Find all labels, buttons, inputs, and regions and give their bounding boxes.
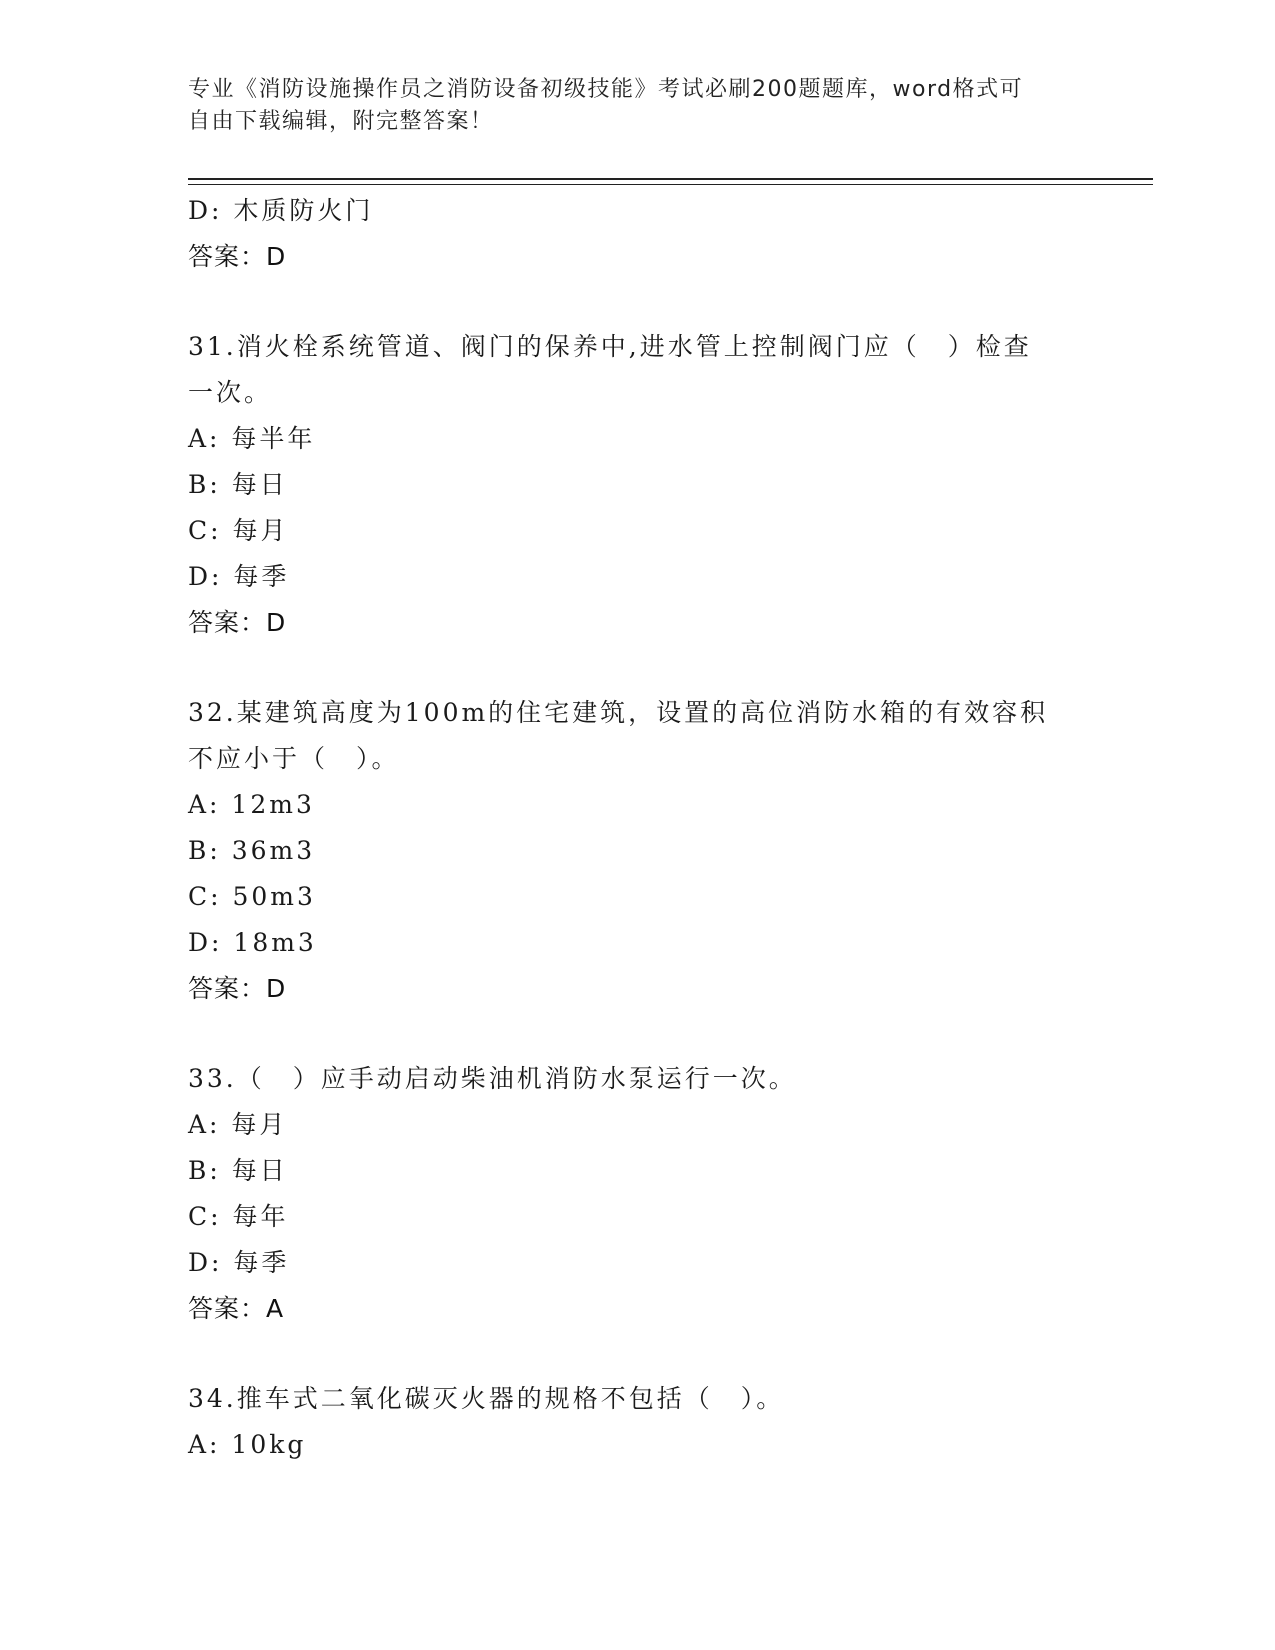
answer-line: 答案：D	[188, 974, 287, 1003]
header-title-line-1: 专业《消防设施操作员之消防设备初级技能》考试必刷200题题库，word格式可	[188, 77, 1024, 102]
option-a: A: 每半年	[188, 424, 316, 453]
header-divider-thin	[188, 184, 1153, 185]
option-d: D: 每季	[188, 1248, 290, 1277]
option-b: B: 每日	[188, 1156, 288, 1185]
header-divider-thick	[188, 178, 1153, 180]
option-d: D: 18m3	[188, 928, 317, 957]
option-d: D: 木质防火门	[188, 196, 374, 225]
option-a: A: 12m3	[188, 790, 315, 819]
answer-line: 答案：A	[188, 1294, 285, 1323]
option-a: A: 10kg	[188, 1430, 307, 1459]
option-c: C: 50m3	[188, 882, 316, 911]
answer-line: 答案：D	[188, 608, 287, 637]
answer-line: 答案：D	[188, 242, 287, 271]
question-32	[188, 690, 1068, 1012]
option-a: A: 每月	[188, 1110, 288, 1139]
question-34	[188, 1376, 1068, 1468]
option-c: C: 每年	[188, 1202, 289, 1231]
question-31	[188, 324, 1068, 646]
header-title-line-2: 自由下载编辑，附完整答案！	[188, 109, 494, 134]
question-stem-line-1: 34.推车式二氧化碳灭火器的规格不包括（ ）。	[188, 1384, 785, 1413]
question-stem-line-2: 不应小于（ ）。	[188, 744, 400, 773]
question-33	[188, 1056, 1068, 1332]
question-stem-line-1: 33.（ ）应手动启动柴油机消防水泵运行一次。	[188, 1064, 797, 1093]
question-stem-line-1: 32.某建筑高度为100m的住宅建筑，设置的高位消防水箱的有效容积	[188, 698, 1049, 727]
question-stem-line-1: 31.消火栓系统管道、阀门的保养中,进水管上控制阀门应（ ）检查	[188, 332, 1032, 361]
carryover-block	[188, 188, 1068, 280]
document-body	[188, 188, 1068, 1468]
page-header	[188, 74, 1088, 138]
option-d: D: 每季	[188, 562, 290, 591]
option-c: C: 每月	[188, 516, 289, 545]
option-b: B: 每日	[188, 470, 288, 499]
question-stem-line-2: 一次。	[188, 378, 273, 407]
option-b: B: 36m3	[188, 836, 316, 865]
